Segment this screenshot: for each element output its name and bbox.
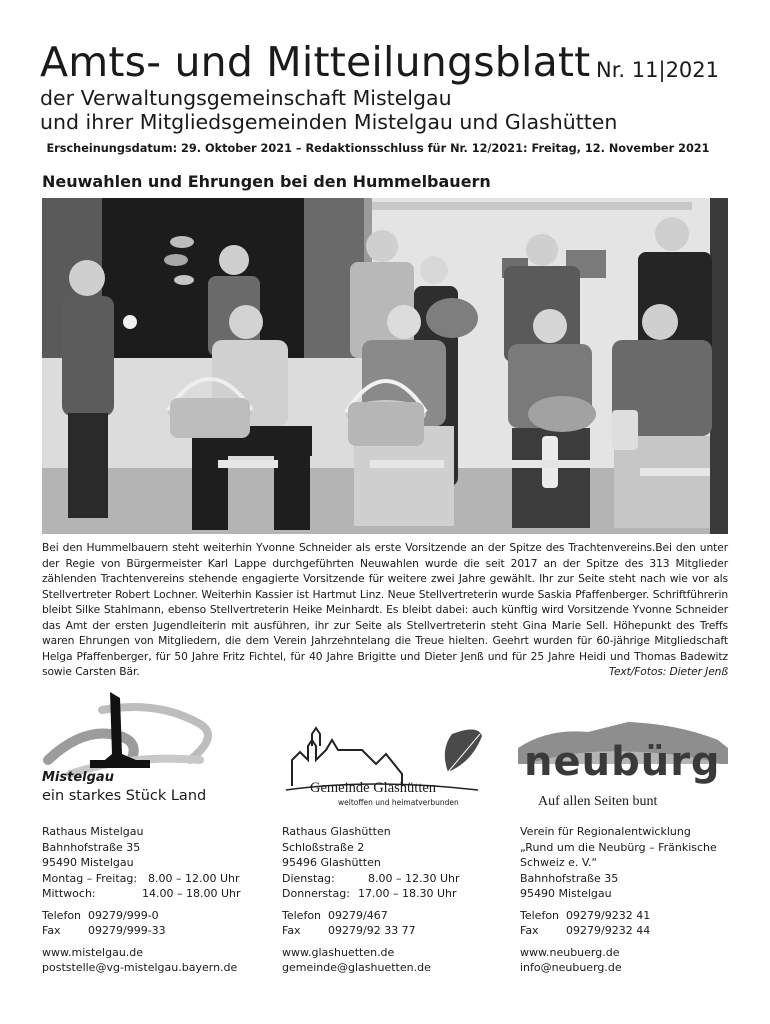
group-photo-icon [42,198,728,534]
mistelgau-logo-icon [40,690,240,780]
neuburg-logo-name: neubürg [524,739,721,785]
photo-credit: Text/Fotos: Dieter Jenß [608,665,728,678]
contact-city: 95490 Mistelgau [520,887,612,900]
email-link[interactable]: poststelle@vg-mistelgau.bayern.de [42,961,238,974]
phone-number[interactable]: 09279/467 [328,908,388,922]
contact-name: Rathaus Mistelgau [42,825,144,838]
hours-label: Dienstag: [282,871,335,885]
issue-number: Nr. 11|2021 [596,58,720,82]
phone-row [282,908,502,924]
fax-label: Fax [520,924,539,937]
contact-city: 95490 Mistelgau [42,856,134,869]
neuburg-logo [518,690,728,815]
contact-glashuetten [282,824,502,976]
masthead-title: Amts- und Mitteilungsblatt [40,38,591,86]
website-link[interactable]: www.neubuerg.de [520,945,620,959]
office-hours-row [42,886,262,902]
email-link[interactable]: info@neubuerg.de [520,961,622,974]
fax-row [520,923,740,939]
article-headline: Neuwahlen und Ehrungen bei den Hummelbauern [42,172,491,191]
contact-name: Rathaus Glashütten [282,825,391,838]
hours-label: Mittwoch: [42,887,96,900]
contact-street: Schloßstraße 2 [282,840,365,854]
office-hours-row [282,886,502,902]
phone-row [42,908,262,924]
email-link[interactable]: gemeinde@glashuetten.de [282,961,431,974]
hours-value: 17.00 – 18.30 Uhr [358,887,457,900]
phone-number[interactable]: 09279/999-0 [88,908,159,922]
mistelgau-logo-slogan: ein starkes Stück Land [42,788,207,804]
contact-street: Bahnhofstraße 35 [520,871,619,885]
hours-value: 8.00 – 12.00 Uhr [148,871,240,885]
fax-row [42,923,262,939]
phone-label: Telefon [42,908,82,922]
fax-row [282,923,502,939]
website-link[interactable]: www.glashuetten.de [282,945,395,959]
fax-number: 09279/9232 44 [566,924,651,937]
hours-value: 14.00 – 18.00 Uhr [142,887,241,900]
office-hours-row [282,871,502,887]
contact-org-line-2: „Rund um die Neubürg – Fränkische [520,840,717,854]
mistelgau-logo [40,690,240,815]
photo-caption [42,540,728,680]
masthead-subtitle-1: der Verwaltungsgemeinschaft Mistelgau [40,86,452,110]
phone-label: Telefon [520,908,560,922]
hours-label: Donnerstag: [282,887,350,900]
mistelgau-logo-name: Mistelgau [42,770,114,785]
fax-number: 09279/92 33 77 [328,924,416,937]
office-hours-row [42,871,262,887]
contact-city: 95496 Glashütten [282,856,381,869]
fax-number: 09279/999-33 [88,924,166,937]
group-photo [42,198,728,534]
caption-text: Bei den Hummelbauern steht weiterhin Yvonne Schneider als erste Vorsitzende an der Spitze des Trachtenvereins.Bei den unter der Regie von Bürgermeister Karl Lappe durchgeführten Neuwahlen wurde die seit 2017 an der Spitze des 313 Mitglieder zählenden Trachtenvereins stehende engagierte Vorsitzende für weitere zwei Jahre gewählt. Ihr zur Seite steht nach wie vor als Stellvertreter Robert Lochner. Weiterhin Kassier ist Hartmut Linz. Neue Stellvertreterin wurde Saskia Pfaffenberger. Schriftführerin bleibt Silke Stahlmann, ebenso Stellvertreterin Heike Meinhardt. Es bleibt dabei: auch künftig wird Vorsitzende Yvonne Schneider das Amt der ersten Jugendleiterin mit ausführen, ihr zur Seite als Stellvertreterin steht Gina Marie Sell. Höhepunkt des Treffs waren Ehrungen von Mitgliedern, die dem Verein Jahrzehntelang die Treue hielten. Geehrt wurden für 60-jährige Mitgliedschaft Helga Pfaffenberger, für 50 Jahre Fritz Fichtel, für 40 Jahre Brigitte und Dieter Jenß und für 25 Jahre Heidi und Thomas Badewitz sowie Carsten Bär. [42,541,728,678]
fax-label: Fax [42,924,61,937]
publication-dates: Erscheinungsdatum: 29. Oktober 2021 – Redaktionsschluss für Nr. 12/2021: Freitag, 12. November 2021 [46,142,710,155]
contact-neuburg [520,824,740,976]
hours-label: Montag – Freitag: [42,871,138,885]
contact-street: Bahnhofstraße 35 [42,840,141,854]
contact-org-line-3: Schweiz e. V.“ [520,856,598,869]
glashuetten-logo-name: Gemeinde Glashütten [310,780,437,796]
hours-value: 8.00 – 12.30 Uhr [368,871,460,885]
glashuetten-logo [282,690,482,815]
phone-label: Telefon [282,908,322,922]
contact-org-line-1: Verein für Regionalentwicklung [520,825,691,838]
phone-number[interactable]: 09279/9232 41 [566,908,651,922]
fax-label: Fax [282,924,301,937]
neuburg-logo-slogan: Auf allen Seiten bunt [538,794,658,809]
masthead-subtitle-2: und ihrer Mitgliedsgemeinden Mistelgau und Glashütten [40,110,618,134]
phone-row [520,908,740,924]
contact-mistelgau [42,824,262,976]
glashuetten-logo-slogan: weltoffen und heimatverbunden [338,798,459,807]
website-link[interactable]: www.mistelgau.de [42,945,144,959]
